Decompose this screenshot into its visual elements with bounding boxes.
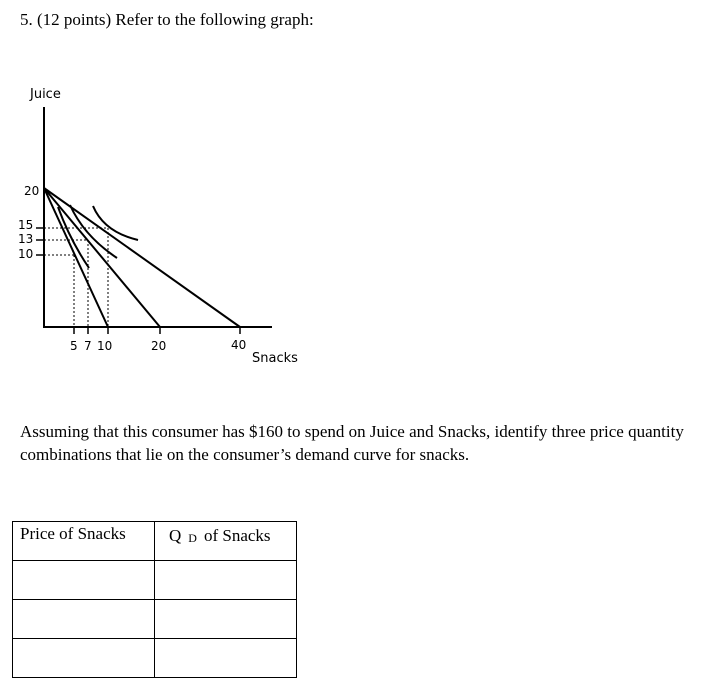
answer-cell-price[interactable] [13, 639, 155, 678]
table-header-row [13, 522, 297, 561]
answer-cell-quantity[interactable] [155, 639, 297, 678]
indifference-curve-3 [93, 206, 138, 240]
budget-line-steep [44, 188, 108, 327]
x-tick-10: 10 [97, 339, 113, 353]
table-row [13, 639, 297, 678]
answer-table [12, 521, 297, 678]
table-row [13, 600, 297, 639]
question-prompt: Assuming that this consumer has $160 to spend on Juice and Snacks, identify three price quantity combinations that lie on the consumer’s demand curve for snacks. [20, 422, 684, 464]
x-tick-5: 5 [70, 339, 78, 353]
y-tick-20: 20 [24, 184, 40, 198]
answer-cell-price[interactable] [13, 561, 155, 600]
answer-cell-quantity[interactable] [155, 600, 297, 639]
x-tick-20: 20 [151, 339, 167, 353]
x-axis-label: Snacks [252, 351, 298, 366]
table-row [13, 561, 297, 600]
answer-cell-price[interactable] [13, 600, 155, 639]
y-tick-10: 10 [18, 247, 34, 261]
header-price-of-snacks: Price of Snacks [13, 522, 155, 561]
x-tick-40: 40 [231, 338, 247, 352]
x-tick-7: 7 [84, 339, 92, 353]
y-axis-label: Juice [30, 87, 61, 102]
answer-cell-quantity[interactable] [155, 561, 297, 600]
y-tick-15: 15 [18, 218, 34, 232]
header-qd-of-snacks: Q Dof Snacks [155, 522, 297, 561]
question-title: 5. (12 points) Refer to the following graph: [20, 10, 314, 29]
y-tick-13: 13 [18, 232, 34, 246]
